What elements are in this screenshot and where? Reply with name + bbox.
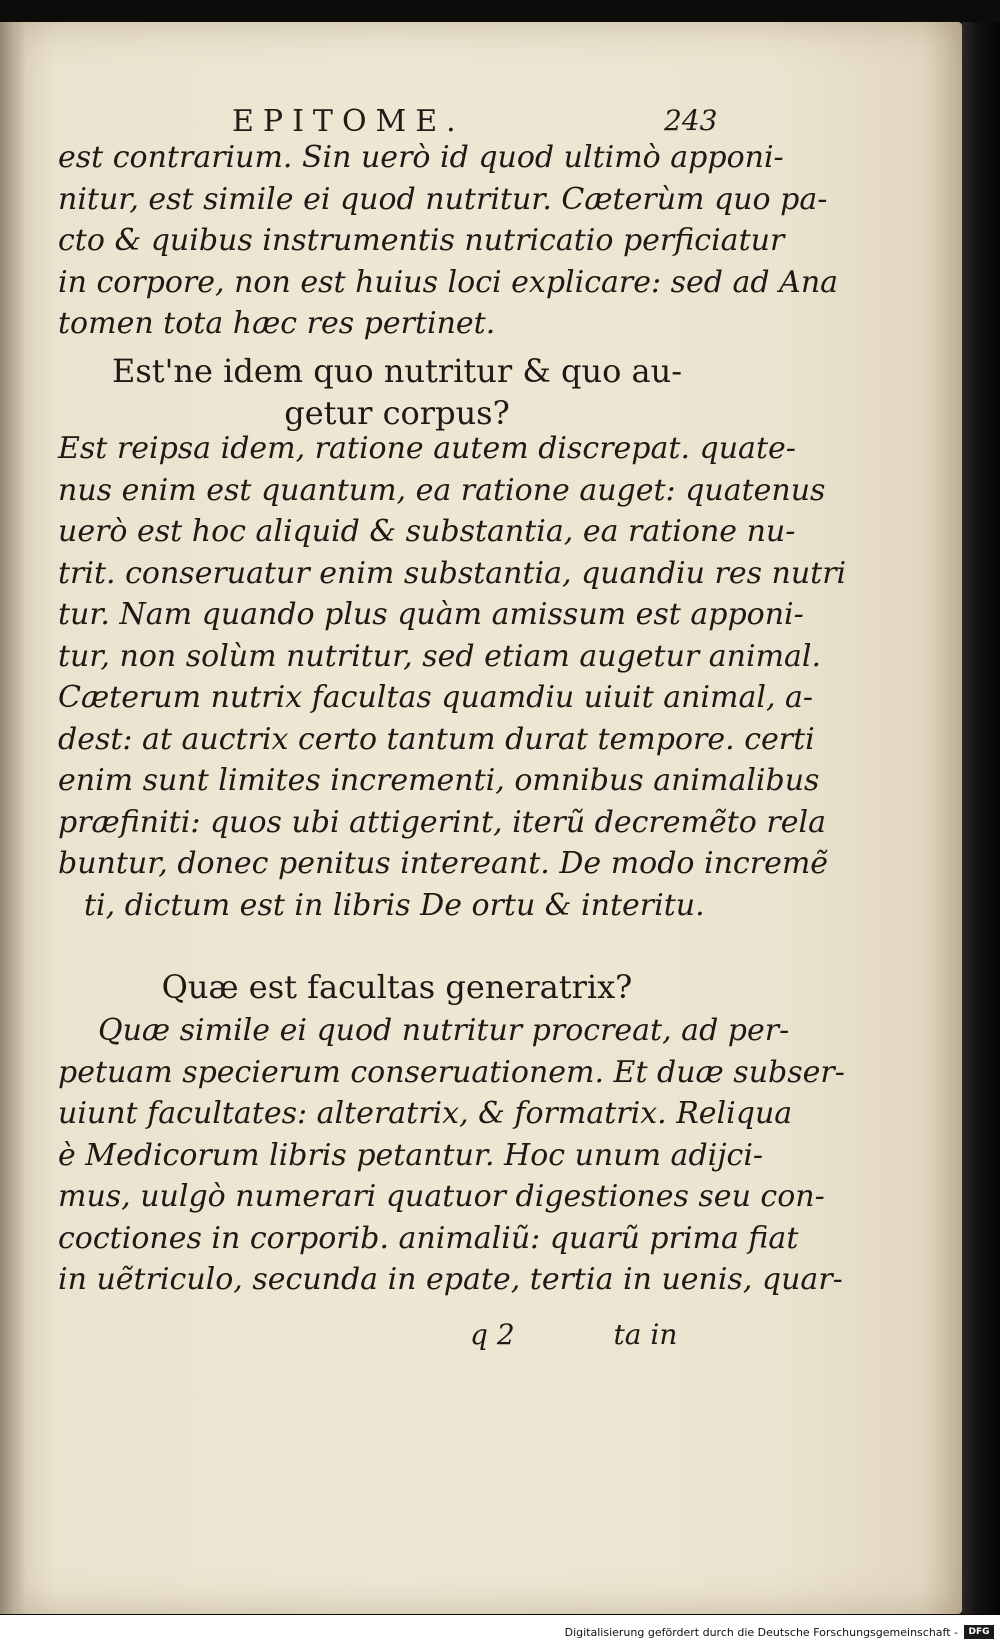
page-edge-shadow <box>962 22 1000 1614</box>
text-line: enim sunt limites incrementi, omnibus animalibus <box>58 763 820 798</box>
attribution-text: Digitalisierung gefördert durch die Deutsche Forschungsgemeinschaft - <box>564 1626 958 1639</box>
text-line: in uẽtriculo, secunda in epate, tertia in uenis, quar- <box>58 1262 843 1297</box>
page-footer-marks <box>470 1318 720 1351</box>
text-line: in corpore, non est huius loci explicare: sed ad Ana <box>58 264 839 300</box>
signature-mark: q 2 <box>470 1318 515 1351</box>
text-line: Est reipsa idem, ratione autem discrepat. quate- <box>58 431 796 466</box>
page-number: 243 <box>664 104 718 137</box>
heading-line: Est'ne idem quo nutritur & quo au- <box>111 352 683 390</box>
text-line: nitur, est simile ei quod nutritur. Cæterùm quo pa- <box>58 181 828 217</box>
text-line: cto & quibus instrumentis nutricatio perficiatur <box>58 223 785 258</box>
heading-line: getur corpus? <box>284 393 510 432</box>
text-line: Cæterum nutrix facultas quamdiu uiuit animal, a- <box>58 680 814 715</box>
text-line: ti, dictum est in libris De ortu & interitu. <box>84 887 705 923</box>
catchword: ta in <box>613 1318 678 1351</box>
dfg-logo: DFG <box>964 1625 994 1639</box>
text-line: mus, uulgò numerari quatuor digestiones seu con- <box>58 1179 825 1214</box>
text-line: nus enim est quantum, ea ratione auget: quatenus <box>58 472 826 508</box>
text-line: tur, non solùm nutritur, sed etiam augetur animal. <box>58 638 822 674</box>
text-line: tur. Nam quando plus quàm amissum est apponi- <box>58 597 804 632</box>
attribution-bar <box>0 1615 1000 1645</box>
text-line: coctiones in corporib. animaliũ: quarũ prima fiat <box>58 1220 799 1256</box>
text-line: tomen tota hæc res pertinet. <box>58 306 496 341</box>
text-line: dest: at auctrix certo tantum durat tempore. certi <box>58 721 815 757</box>
text-line: uerò est hoc aliquid & substantia, ea ratione nu- <box>58 514 796 549</box>
text-block-3 <box>58 1010 845 1301</box>
running-head: EPITOME. <box>232 104 465 139</box>
text-line: uiunt facultates: alteratrix, & formatrix. Reliqua <box>58 1096 793 1131</box>
heading-line: Quæ est facultas generatrix? <box>161 968 633 1006</box>
text-block-2 <box>58 428 847 926</box>
text-line: præfiniti: quos ubi attigerint, iterũ decremẽto rela <box>58 804 826 840</box>
text-line: trit. conseruatur enim substantia, quandiu res nutri <box>58 555 847 591</box>
text-line: è Medicorum libris petantur. Hoc unum adijci- <box>58 1137 764 1173</box>
section-heading-2 <box>70 966 724 1008</box>
text-block-1 <box>58 137 839 345</box>
text-line: Quæ simile ei quod nutritur procreat, ad per- <box>98 1013 790 1048</box>
text-line: petuam specierum conseruationem. Et duæ subser- <box>58 1054 845 1090</box>
section-heading-1 <box>70 350 724 433</box>
text-line: est contrarium. Sin uerò id quod ultimò apponi- <box>58 140 784 175</box>
text-line: buntur, donec penitus intereant. De modo incremẽ <box>58 846 829 881</box>
